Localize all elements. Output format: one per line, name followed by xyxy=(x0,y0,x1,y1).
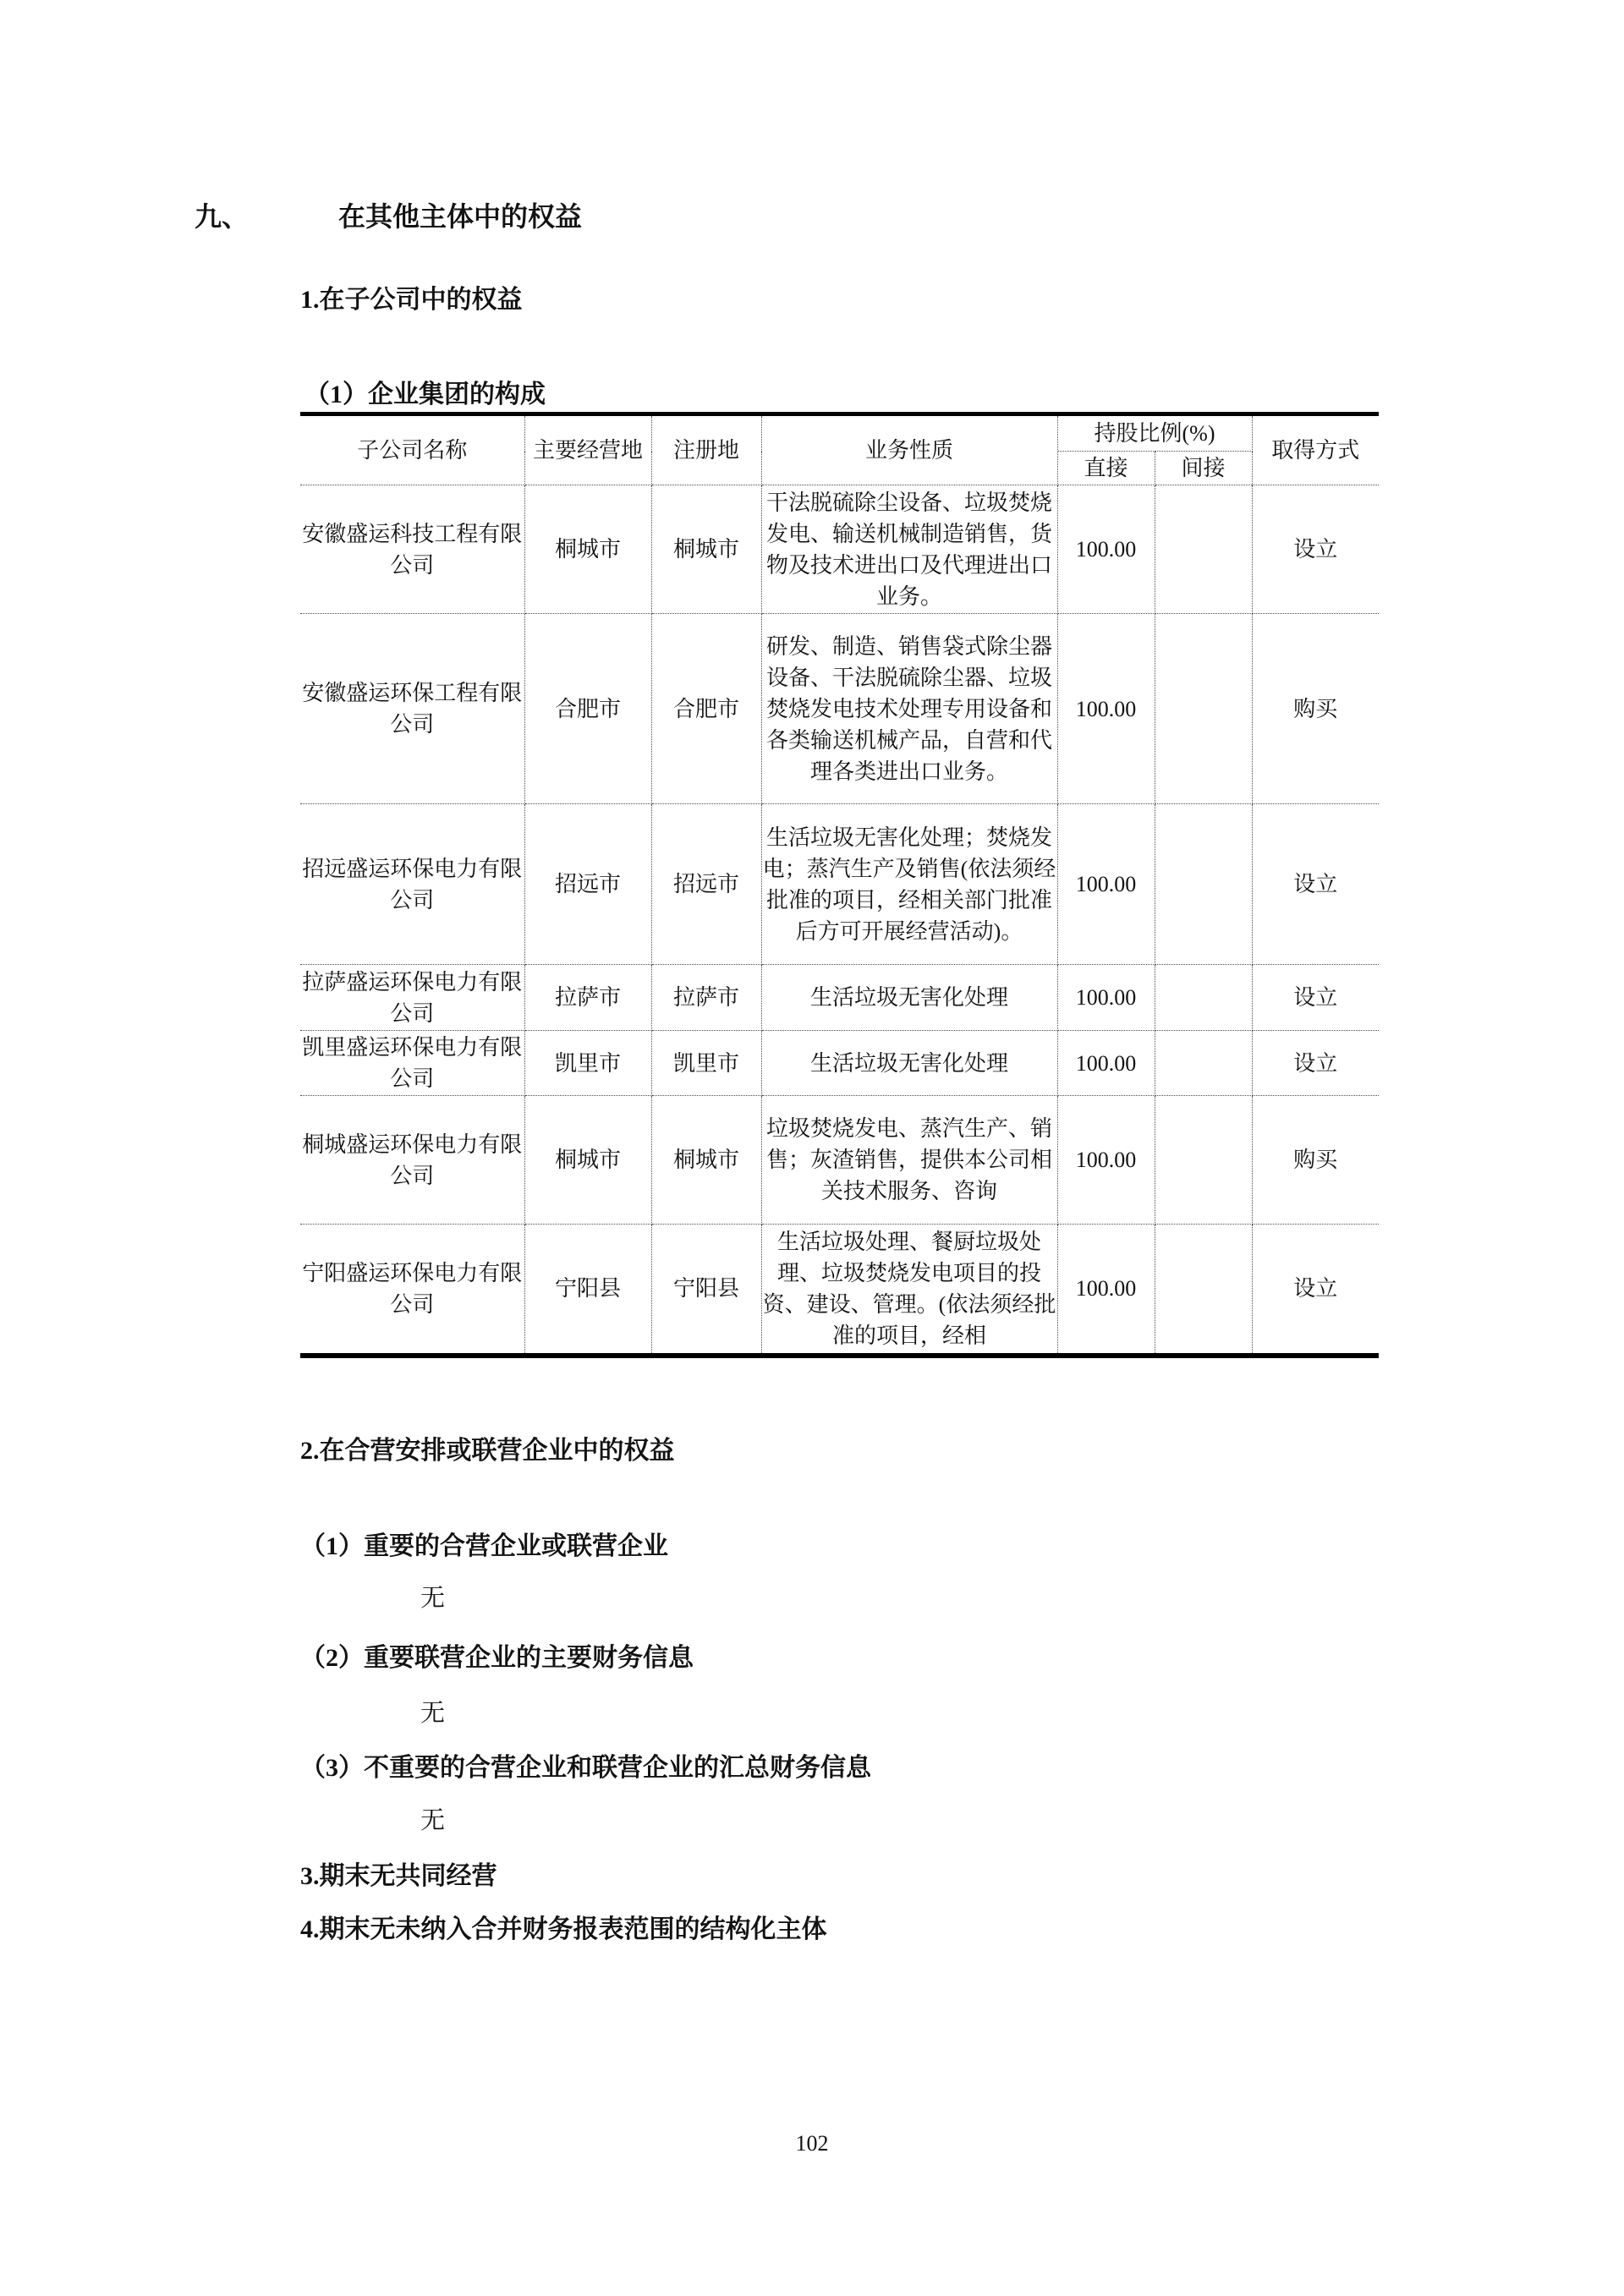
cell-direct-ratio: 100.00 xyxy=(1057,485,1155,614)
header-registered-place: 注册地 xyxy=(651,414,761,485)
cell-direct-ratio: 100.00 xyxy=(1057,1225,1155,1356)
cell-subsidiary-name: 安徽盛运环保工程有限公司 xyxy=(300,614,524,804)
cell-indirect-ratio xyxy=(1155,804,1252,965)
section4-heading: 4.期末无未纳入合并财务报表范围的结构化主体 xyxy=(300,1915,827,1943)
cell-acquisition-method: 购买 xyxy=(1252,614,1379,804)
section2-item1-value: 无 xyxy=(420,1585,446,1612)
cell-acquisition-method: 设立 xyxy=(1252,804,1379,965)
cell-business-nature: 干法脱硫除尘设备、垃圾焚烧发电、输送机械制造销售，货物及技术进出口及代理进出口业务。 xyxy=(761,485,1057,614)
cell-indirect-ratio xyxy=(1155,485,1252,614)
header-business-nature: 业务性质 xyxy=(761,414,1057,485)
cell-direct-ratio: 100.00 xyxy=(1057,1031,1155,1096)
cell-subsidiary-name: 拉萨盛运环保电力有限公司 xyxy=(300,965,524,1031)
header-subsidiary-name: 子公司名称 xyxy=(300,414,524,485)
cell-registered-place: 招远市 xyxy=(651,804,761,965)
cell-registered-place: 桐城市 xyxy=(651,1096,761,1225)
section2-item3-value: 无 xyxy=(420,1807,446,1834)
table-row xyxy=(300,965,1379,1031)
header-direct: 直接 xyxy=(1057,452,1155,485)
cell-business-nature: 生活垃圾无害化处理；焚烧发电；蒸汽生产及销售(依法须经批准的项目，经相关部门批准后方可开展经营活动)。 xyxy=(761,804,1057,965)
table-row xyxy=(300,614,1379,804)
table-row xyxy=(300,1225,1379,1356)
cell-business-nature: 生活垃圾无害化处理 xyxy=(761,965,1057,1031)
cell-indirect-ratio xyxy=(1155,965,1252,1031)
cell-direct-ratio: 100.00 xyxy=(1057,965,1155,1031)
cell-registered-place: 宁阳县 xyxy=(651,1225,761,1356)
cell-indirect-ratio xyxy=(1155,1031,1252,1096)
cell-business-nature: 生活垃圾无害化处理 xyxy=(761,1031,1057,1096)
cell-business-nature: 生活垃圾处理、餐厨垃圾处理、垃圾焚烧发电项目的投资、建设、管理。(依法须经批准的项目，经相 xyxy=(761,1225,1057,1356)
cell-direct-ratio: 100.00 xyxy=(1057,804,1155,965)
cell-subsidiary-name: 凯里盛运环保电力有限公司 xyxy=(300,1031,524,1096)
header-acquisition-method: 取得方式 xyxy=(1252,414,1379,485)
cell-acquisition-method: 设立 xyxy=(1252,1031,1379,1096)
page-title-number: 九、 xyxy=(195,201,250,232)
subsidiaries-table xyxy=(300,412,1379,1358)
cell-subsidiary-name: 招远盛运环保电力有限公司 xyxy=(300,804,524,965)
cell-direct-ratio: 100.00 xyxy=(1057,1096,1155,1225)
cell-registered-place: 桐城市 xyxy=(651,485,761,614)
cell-main-place: 拉萨市 xyxy=(524,965,651,1031)
cell-acquisition-method: 设立 xyxy=(1252,485,1379,614)
cell-business-nature: 垃圾焚烧发电、蒸汽生产、销售；灰渣销售，提供本公司相关技术服务、咨询 xyxy=(761,1096,1057,1225)
cell-direct-ratio: 100.00 xyxy=(1057,614,1155,804)
section2-item2-heading: （2）重要联营企业的主要财务信息 xyxy=(300,1644,694,1672)
header-main-place: 主要经营地 xyxy=(524,414,651,485)
cell-main-place: 招远市 xyxy=(524,804,651,965)
table-row xyxy=(300,485,1379,614)
cell-indirect-ratio xyxy=(1155,1096,1252,1225)
cell-registered-place: 凯里市 xyxy=(651,1031,761,1096)
cell-main-place: 合肥市 xyxy=(524,614,651,804)
cell-registered-place: 拉萨市 xyxy=(651,965,761,1031)
page-number: 102 xyxy=(795,2131,829,2156)
cell-acquisition-method: 设立 xyxy=(1252,965,1379,1031)
section1-heading: 1.在子公司中的权益 xyxy=(300,286,523,314)
header-shareholding-ratio: 持股比例(%) xyxy=(1057,414,1252,452)
page-title-text: 在其他主体中的权益 xyxy=(338,201,583,232)
cell-registered-place: 合肥市 xyxy=(651,614,761,804)
table-row xyxy=(300,804,1379,965)
cell-main-place: 凯里市 xyxy=(524,1031,651,1096)
header-indirect: 间接 xyxy=(1155,452,1252,485)
table-row xyxy=(300,1096,1379,1225)
cell-indirect-ratio xyxy=(1155,1225,1252,1356)
table-row xyxy=(300,1031,1379,1096)
cell-subsidiary-name: 宁阳盛运环保电力有限公司 xyxy=(300,1225,524,1356)
section3-heading: 3.期末无共同经营 xyxy=(300,1862,497,1890)
cell-acquisition-method: 购买 xyxy=(1252,1096,1379,1225)
cell-subsidiary-name: 桐城盛运环保电力有限公司 xyxy=(300,1096,524,1225)
cell-indirect-ratio xyxy=(1155,614,1252,804)
cell-main-place: 桐城市 xyxy=(524,485,651,614)
section2-heading: 2.在合营安排或联营企业中的权益 xyxy=(300,1437,675,1465)
table-header-row xyxy=(300,414,1379,452)
cell-main-place: 宁阳县 xyxy=(524,1225,651,1356)
cell-subsidiary-name: 安徽盛运科技工程有限公司 xyxy=(300,485,524,614)
section2-item2-value: 无 xyxy=(420,1700,446,1727)
cell-acquisition-method: 设立 xyxy=(1252,1225,1379,1356)
section1-group-heading: （1）企业集团的构成 xyxy=(304,381,546,408)
cell-main-place: 桐城市 xyxy=(524,1096,651,1225)
section2-item1-heading: （1）重要的合营企业或联营企业 xyxy=(300,1532,668,1560)
cell-business-nature: 研发、制造、销售袋式除尘器设备、干法脱硫除尘器、垃圾焚烧发电技术处理专用设备和各类输送机械产品，自营和代理各类进出口业务。 xyxy=(761,614,1057,804)
section2-item3-heading: （3）不重要的合营企业和联营企业的汇总财务信息 xyxy=(300,1754,871,1782)
page-title xyxy=(195,198,582,235)
